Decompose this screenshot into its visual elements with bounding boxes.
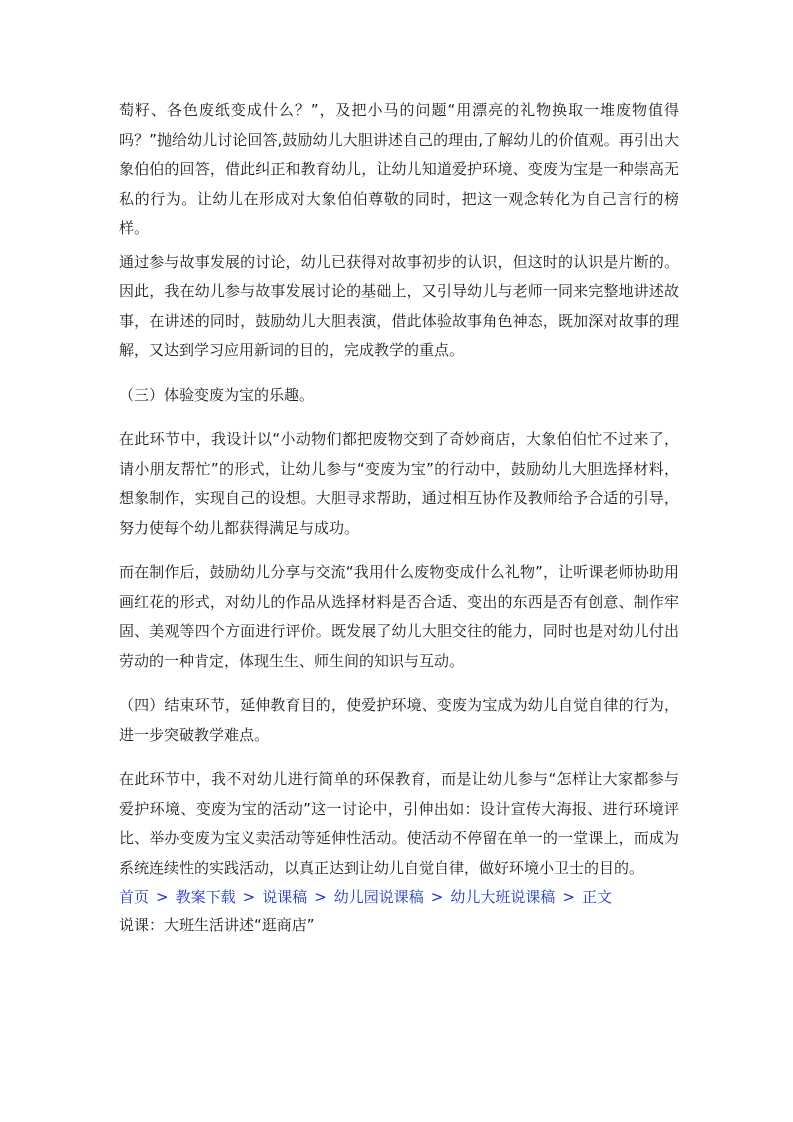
paragraph-story-retelling: 通过参与故事发展的讨论，幼儿已获得对故事初步的认识，但这时的认识是片断的。因此，我在幼儿参与故事发展讨论的基础上，又引导幼儿与老师一同来完整地讲述故事，在讲述的同时，鼓励幼儿大胆表演，借此体验故事角色神态，既加深对故事的理解，又达到学习应用新词的目的，完成教学的重点。 bbox=[119, 252, 679, 359]
article-title: 说课：大班生活讲述“逛商店” bbox=[119, 916, 315, 934]
breadcrumb-senior-class-link[interactable]: 幼儿大班说课稿 bbox=[450, 888, 556, 906]
breadcrumb-separator: > bbox=[314, 888, 327, 906]
breadcrumb-separator: > bbox=[430, 888, 444, 906]
breadcrumb-lesson-plans-link[interactable]: 教案下载 bbox=[175, 888, 236, 906]
paragraph-sharing: 而在制作后，鼓励幼儿分享与交流“我用什么废物变成什么礼物”，让听课老师协助用画红花的形式，对幼儿的作品从选择材料是否合适、变出的东西是否有创意、制作牢固、美观等四个方面进行评价。既发展了幼儿大胆交往的能力，同时也是对幼儿付出劳动的一种肯定，体现生生、师生间的知识与互动。 bbox=[119, 563, 679, 670]
breadcrumb bbox=[119, 883, 679, 911]
document-page bbox=[119, 96, 679, 939]
section-heading-three: （三）体验变废为宝的乐趣。 bbox=[119, 385, 315, 404]
breadcrumb-separator: > bbox=[242, 888, 256, 906]
paragraph-hands-on: 在此环节中，我设计以“小动物们都把废物交到了奇妙商店，大象伯伯忙不过来了，请小朋友帮忙”的形式，让幼儿参与“变废为宝”的行动中，鼓励幼儿大胆选择材料，想象制作，实现自己的设想。大胆寻求帮助，通过相互协作及教师给予合适的引导，努力使每个幼儿都获得满足与成功。 bbox=[119, 430, 679, 537]
section-heading-four: （四）结束环节，延伸教育目的，使爱护环境、变废为宝成为幼儿自觉自律的行为，进一步突破教学难点。 bbox=[119, 696, 679, 744]
breadcrumb-lecture-drafts-link[interactable]: 说课稿 bbox=[262, 888, 308, 906]
paragraph-discussion: 萄籽、各色废纸变成什么？”，及把小马的问题“用漂亮的礼物换取一堆废物值得吗？”抛给幼儿讨论回答,鼓励幼儿大胆讲述自己的理由,了解幼儿的价值观。再引出大象伯伯的回答，借此纠正和教育幼儿，让幼儿知道爱护环境、变废为宝是一种崇高无私的行为。让幼儿在形成对大象伯伯尊敬的同时，把这一观念转化为自己言行的榜样。 bbox=[119, 101, 679, 237]
breadcrumb-kindergarten-link[interactable]: 幼儿园说课稿 bbox=[333, 888, 424, 906]
breadcrumb-separator: > bbox=[562, 888, 575, 906]
paragraph-extension: 在此环节中，我不对幼儿进行简单的环保教育，而是让幼儿参与“怎样让大家都参与爱护环境、变废为宝的活动”这一讨论中，引伸出如：设计宣传大海报、进行环境评比、举办变废为宝义卖活动等延伸性活动。使活动不停留在单一的一堂课上，而成为系统连续性的实践活动，以真正达到让幼儿自觉自律，做好环境小卫士的目的。 bbox=[119, 770, 679, 877]
breadcrumb-home-link[interactable]: 首页 bbox=[119, 888, 150, 906]
breadcrumb-separator: > bbox=[156, 888, 169, 906]
breadcrumb-current: 正文 bbox=[581, 888, 612, 906]
